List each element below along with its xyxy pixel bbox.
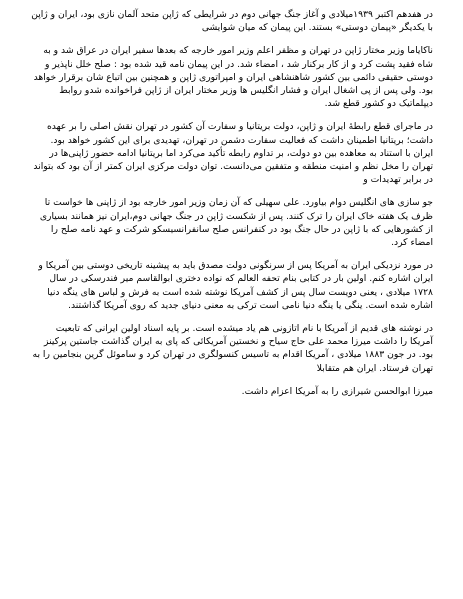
paragraph-6: در نوشته های قدیم از آمریکا با نام اتازونی هم یاد میشده است. بر پایه اسناد اولین ایرانی که تابعیت آمریکا را داشت میرزا محمد علی حاج سیاح و نخستین آمریکائی که پای به ایران گذاشت جاستین پرکینز بود. در جون ۱۸۸۳ میلادی ، آمریکا اقدام به تاسیس کنسولگری در تهران کرد و ساموئل گرین بنجامین را به تهران فرستاد. ایران هم متقابلا xyxy=(32,323,433,374)
paragraph-7: میرزا ابوالحسن شیرازی را به آمریکا اعزام داشت. xyxy=(241,385,433,397)
document-body xyxy=(30,8,433,398)
paragraph-1: در هفدهم اکتبر ۱۹۳۹میلادی و آغاز جنگ جهانی دوم در شرایطی که ژاپن متحد آلمان نازی بود، ایران و ژاپن با یکدیگر «پیمان دوستی» بستند. این پیمان که میان شوایشی xyxy=(31,9,433,34)
paragraph-5: در مورد نزدیکی ایران به آمریکا پس از سرنگونی دولت مصدق باید به پیشینه تاریخی دوستی بین آمریکا و ایران اشاره کنم. اولین بار در کتابی بنام تحفه العالم که نواده دختری ابوالقاسم میر فندرسکی در سال ۱۷۲۸ میلادی ، یعنی دویست سال پس از کشف آمریکا نوشته شده است به فرش و لباس های ینگه دنیا اشاره شده است. ینگی یا ینگه دنیا نامی است ترکی به معنی دنیای جدید که روی آمریکا گذاشتند. xyxy=(38,260,433,311)
paragraph-4: جو سازی های انگلیس دوام بیاورد. علی سهیلی که آن زمان وزیر امور خارجه بود از ژاپنی ها خواست تا ظرف یک هفته خاک ایران را ترک کنند. پس از شکست ژاپن در جنگ جهانی دوم،ایران نیز همانند بسیاری از کشورهایی که با ژاپن در حال جنگ بود در کنفرانس صلح سانفرانسیسکو شرکت و عهد نامه صلح را امضاء کرد. xyxy=(39,197,433,249)
paragraph-2: ناکایاما وزیر مختار ژاپن در تهران و مظفر اعلم وزیر امور خارجه که بعدها سفیر ایران در عراق شد و به شاه فقید پشت کرد و از کار برکنار شد ، امضاء شد. در این پیمان نامه قید شده بود : صلح خلل ناپذیر و دوستی حقیقی دائمی بین کشور شاهنشاهی ایران و امپراتوری ژاپن و همچنین بین اتباع شان برقرار خواهد بود. ولی پس از پی اشغال ایران و فشار انگلیس ها وزیر مختار ایران از ژاپن فراخوانده شدو روابط دیپلماتیک دو کشور قطع شد. xyxy=(33,45,433,110)
paragraph-3: در ماجرای قطع رابطهٔ ایران و ژاپن، دولت بریتانیا و سفارت آن کشور در تهران نقش اصلی را بر عهده داشت؛ بریتانیا اطمینان داشت که فعالیت سفارت دشمن در تهران، تهدیدی برای این کشور خواهد بود. ایران با استناد به معاهده بین دو دولت، بر تداوم رابطه تأکید می‌کرد اما بریتانیا ادامه حضور ژاپنی‌ها در تهران را مخل نظم و امنیت منطقه و متفقین می‌دانست. توان دولت مرکزی ایران کمتر از آن بود که بتواند در برابر تهدیدات و xyxy=(33,121,433,186)
